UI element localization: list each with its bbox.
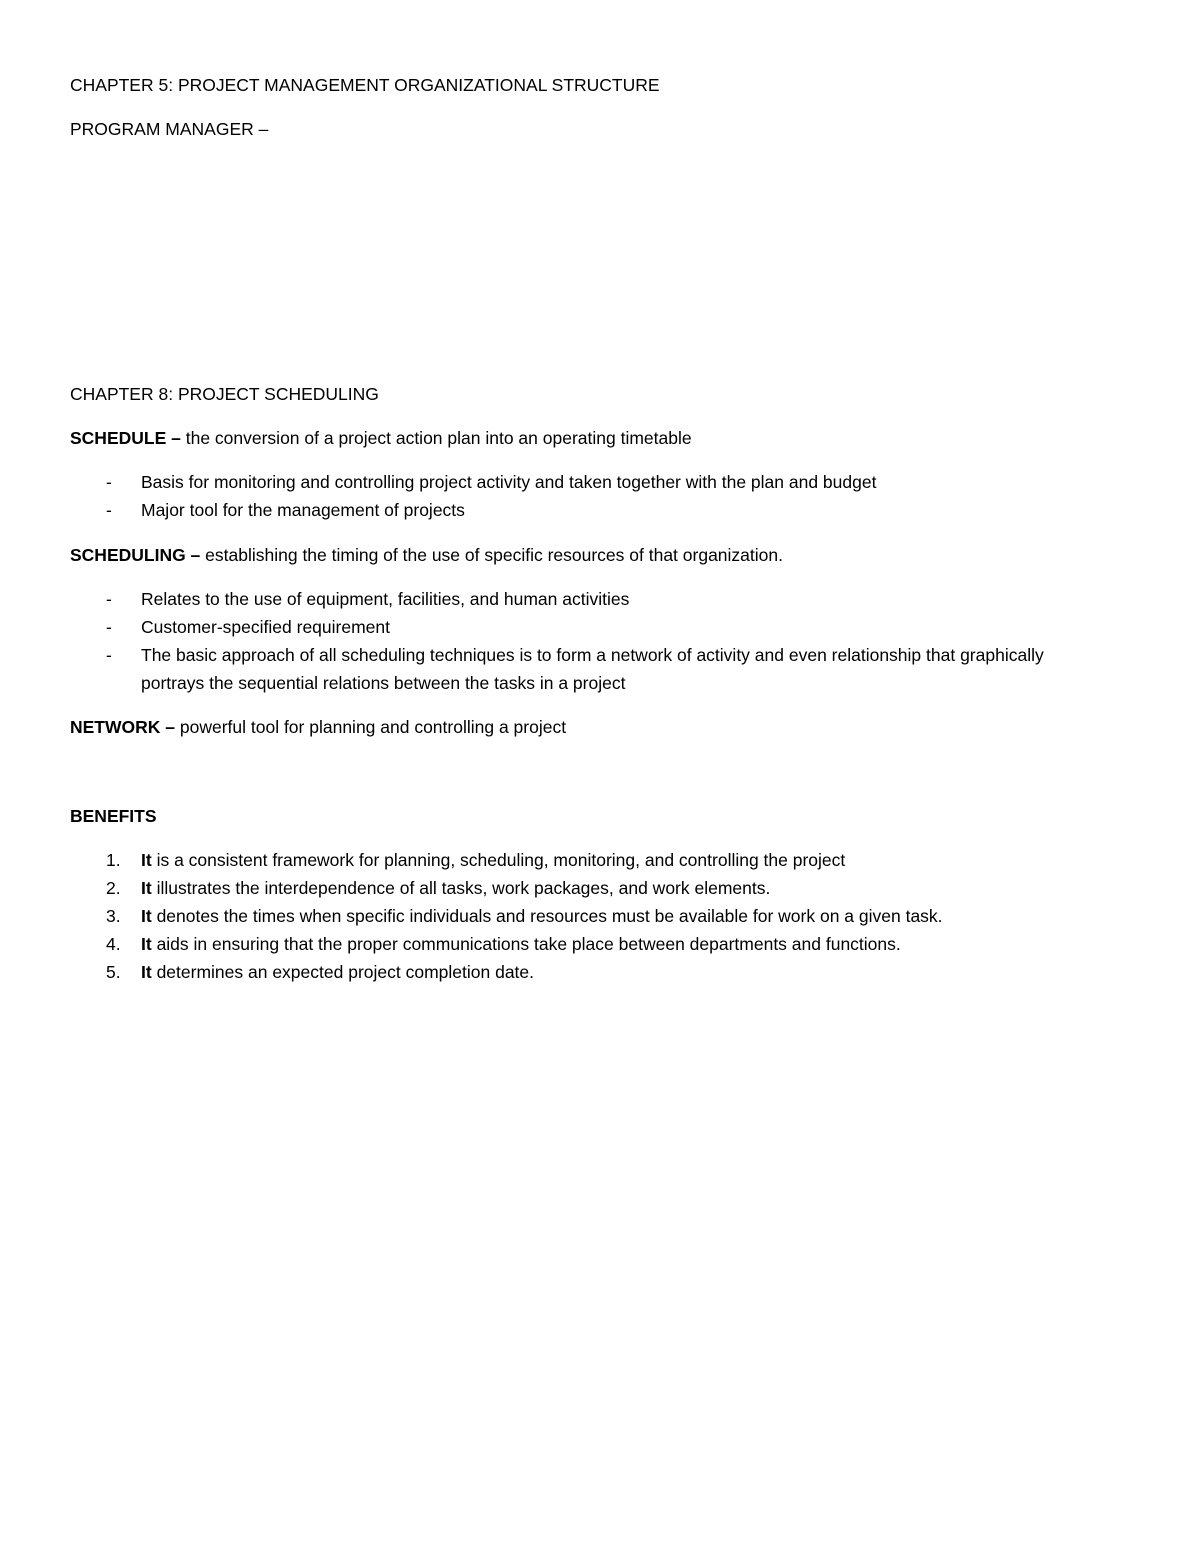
benefit-text: illustrates the interdependence of all tasks, work packages, and work elements. xyxy=(151,878,771,898)
list-item xyxy=(70,613,1110,641)
dash-bullet: - xyxy=(106,645,112,665)
network-definition xyxy=(70,713,1110,741)
benefits-heading: BENEFITS xyxy=(70,806,157,826)
lead-word: It xyxy=(141,850,152,870)
list-number: 1. xyxy=(106,850,121,870)
list-item xyxy=(70,846,1110,874)
lead-word: It xyxy=(141,906,152,926)
bullet-text: Major tool for the management of projects xyxy=(141,500,465,520)
program-manager-heading: PROGRAM MANAGER – xyxy=(70,119,269,139)
chapter-5-heading: CHAPTER 5: PROJECT MANAGEMENT ORGANIZATIONAL STRUCTURE xyxy=(70,75,660,95)
scheduling-definition xyxy=(70,541,1110,569)
bullet-text: Customer-specified requirement xyxy=(141,617,390,637)
schedule-bullets xyxy=(70,468,1110,524)
bullet-text: Basis for monitoring and controlling project activity and taken together with the plan and budget xyxy=(141,472,877,492)
chapter-8-heading: CHAPTER 8: PROJECT SCHEDULING xyxy=(70,384,379,404)
scheduling-bullet-list xyxy=(70,585,1110,697)
benefits-list xyxy=(70,846,1110,986)
network-term: NETWORK – xyxy=(70,717,175,737)
scheduling-definition-text: establishing the timing of the use of specific resources of that organization. xyxy=(200,545,783,565)
bullet-text: The basic approach of all scheduling techniques is to form a network of activity and even relationship that graphically portrays the sequential relations between the tasks in a project xyxy=(141,645,1044,693)
list-number: 2. xyxy=(106,878,121,898)
benefits-list-block xyxy=(70,846,1110,986)
list-item xyxy=(70,496,1110,524)
lead-word: It xyxy=(141,878,152,898)
lead-word: It xyxy=(141,934,152,954)
chapter-8-title xyxy=(70,380,1110,408)
dash-bullet: - xyxy=(106,589,112,609)
list-item xyxy=(70,641,1110,697)
list-item xyxy=(70,958,1110,986)
list-item xyxy=(70,874,1110,902)
list-item xyxy=(70,585,1110,613)
benefit-text: determines an expected project completion date. xyxy=(151,962,535,982)
schedule-definition-text: the conversion of a project action plan into an operating timetable xyxy=(180,428,692,448)
dash-bullet: - xyxy=(106,617,112,637)
list-item xyxy=(70,930,1110,958)
list-item xyxy=(70,468,1110,496)
lead-word: It xyxy=(141,962,152,982)
scheduling-definition-line xyxy=(70,541,1110,569)
chapter-5-title xyxy=(70,71,1110,99)
benefit-text: aids in ensuring that the proper communications take place between departments and functions. xyxy=(151,934,901,954)
list-item xyxy=(70,902,1110,930)
dash-bullet: - xyxy=(106,500,112,520)
benefit-text: is a consistent framework for planning, scheduling, monitoring, and controlling the project xyxy=(151,850,846,870)
list-number: 5. xyxy=(106,962,121,982)
network-definition-line xyxy=(70,713,1110,741)
benefit-text: denotes the times when specific individuals and resources must be available for work on a given task. xyxy=(151,906,943,926)
list-number: 3. xyxy=(106,906,121,926)
network-definition-text: powerful tool for planning and controlling a project xyxy=(175,717,567,737)
scheduling-term: SCHEDULING – xyxy=(70,545,201,565)
schedule-definition-line xyxy=(70,424,1110,452)
dash-bullet: - xyxy=(106,472,112,492)
schedule-definition xyxy=(70,424,1110,452)
schedule-bullet-list xyxy=(70,468,1110,524)
scheduling-bullets xyxy=(70,585,1110,697)
bullet-text: Relates to the use of equipment, facilities, and human activities xyxy=(141,589,630,609)
benefits-heading-block xyxy=(70,802,1110,830)
program-manager-line xyxy=(70,115,1110,143)
list-number: 4. xyxy=(106,934,121,954)
schedule-term: SCHEDULE – xyxy=(70,428,181,448)
